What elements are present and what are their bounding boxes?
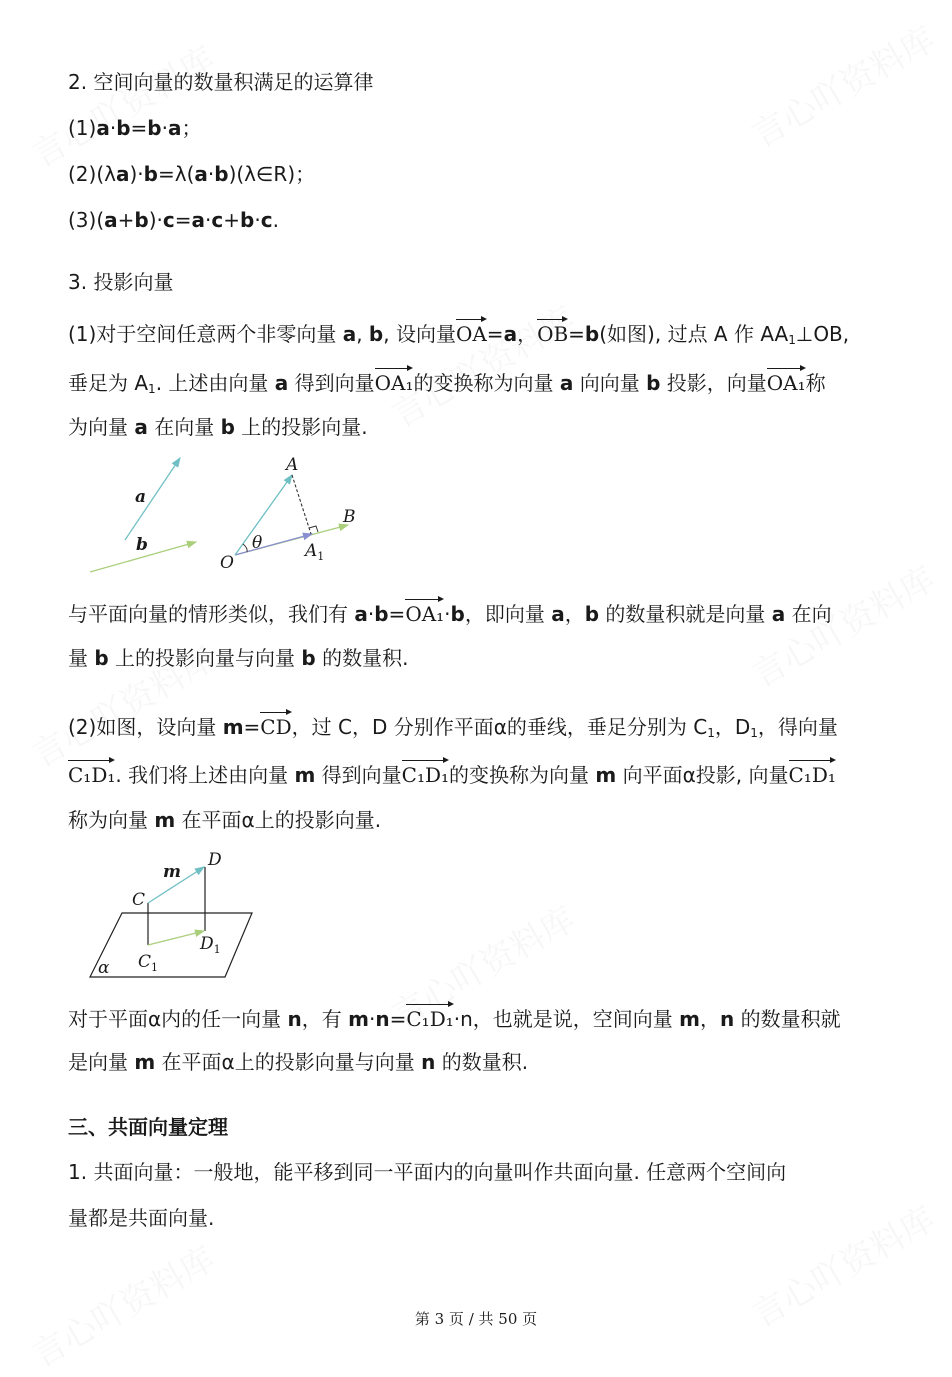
text-run: · (161, 116, 168, 140)
text-run: 称为向量 (68, 808, 155, 832)
label-b: b (136, 535, 148, 555)
bold-symbol: a (115, 162, 130, 186)
bold-symbol: a (134, 415, 148, 439)
text-run: = (388, 602, 406, 626)
bold-symbol: a (96, 116, 110, 140)
text-run: 的数量积. (435, 1050, 529, 1074)
bold-symbol: a (167, 116, 182, 140)
subscript: 1 (707, 726, 715, 740)
bold-symbol: a (194, 162, 208, 186)
perpendicular-dashed (292, 475, 311, 534)
vector-notation: CD (260, 711, 291, 741)
label-m: m (163, 862, 181, 882)
text-run: + (117, 208, 135, 232)
text-run: 的数量积. (315, 646, 409, 670)
text-run: 在向量 (147, 415, 221, 439)
paragraph-line (68, 598, 832, 628)
vector-OA-arrow (235, 475, 292, 555)
bold-symbol: b (94, 646, 109, 670)
text-run: = (486, 322, 504, 346)
bold-symbol: m (294, 763, 316, 787)
bold-symbol: b (450, 602, 465, 626)
law-distributive (68, 206, 279, 234)
label-C: C (132, 890, 146, 910)
paragraph-line (68, 806, 381, 834)
plane-projection-figure (80, 845, 270, 985)
text-run: . 上述由向量 (155, 371, 275, 395)
text-run: 得到向量 (288, 371, 375, 395)
plane-alpha (90, 913, 252, 977)
bold-symbol: a (274, 371, 289, 395)
text-run: ； (181, 116, 202, 140)
text-run: · (109, 116, 117, 140)
bold-symbol: b (214, 162, 229, 186)
text-run: 上的投影向量与向量 (108, 646, 302, 670)
text-run: 量都是共面向量. (68, 1206, 215, 1230)
bold-symbol: m (679, 1007, 700, 1031)
bold-symbol: b (301, 646, 316, 670)
text-run: , (356, 322, 369, 346)
label-D1: $D_1$ (200, 934, 221, 956)
text-run: = (568, 322, 585, 346)
bold-symbol: a (771, 602, 786, 626)
bold-symbol: b (116, 116, 131, 140)
text-run: 称 (805, 371, 826, 395)
text-run: · (205, 208, 212, 232)
text-run: . 我们将上述由向量 (115, 763, 295, 787)
vector-notation: OA₁ (767, 367, 806, 397)
paragraph-line (68, 413, 368, 441)
text-run: 为向量 (68, 415, 135, 439)
bold-symbol: n (719, 1007, 735, 1031)
vector-notation: OA₁ (405, 598, 444, 628)
bold-symbol: a (503, 322, 518, 346)
projection-figure (80, 450, 380, 585)
bold-symbol: a (104, 208, 118, 232)
vector-notation: OA₁ (375, 367, 414, 397)
text-run: 投影，向量 (660, 371, 767, 395)
text-run: ， (699, 1007, 720, 1031)
paragraph-line (68, 367, 826, 403)
text-run: 2. 空间向量的数量积满足的运算律 (68, 70, 374, 94)
text-run: ⊥OB, (795, 322, 850, 346)
bold-symbol: n (375, 1007, 390, 1031)
vector-notation: C₁D₁ (68, 759, 115, 789)
label-B: B (343, 507, 356, 527)
label-C1: $C_1$ (138, 952, 159, 974)
bold-symbol: c (211, 208, 224, 232)
label-D: D (208, 850, 222, 870)
paragraph-line (68, 318, 849, 354)
paragraph-line (68, 1003, 841, 1033)
subscript: 1 (788, 333, 796, 347)
section-heading-projection (68, 268, 173, 296)
text-run: ，有 (301, 1007, 349, 1031)
bold-symbol: m (154, 808, 176, 832)
bold-symbol: b (147, 116, 162, 140)
page-number-footer: 第 3 页 / 共 50 页 (414, 1310, 538, 1328)
text-run: (1)对于空间任意两个非零向量 (68, 322, 343, 346)
label-O: O (220, 553, 234, 573)
label-A: A (286, 455, 299, 475)
subscript: 1 (148, 382, 156, 396)
bold-symbol: b (220, 415, 235, 439)
bold-symbol: a (559, 371, 574, 395)
bold-symbol: b (134, 208, 149, 232)
vector-notation: C₁D₁ (406, 1003, 453, 1033)
paragraph-line (68, 644, 408, 672)
text-run: ，过 C，D 分别作平面α的垂线，垂足分别为 C (291, 715, 708, 739)
text-run: ， (517, 322, 538, 346)
text-run: = (174, 208, 192, 232)
vector-notation: OA (456, 318, 487, 348)
text-run: )· (129, 162, 144, 186)
text-run: 向向量 (573, 371, 647, 395)
bold-symbol: 三、共面向量定理 (68, 1115, 228, 1139)
text-run: ， (564, 602, 585, 626)
text-run: 垂足为 A (68, 371, 149, 395)
bold-symbol: b (368, 322, 384, 346)
bold-symbol: c (260, 208, 273, 232)
vector-a-arrow (125, 458, 180, 540)
text-run: · (444, 602, 451, 626)
bold-symbol: a (354, 602, 368, 626)
angle-arc (243, 544, 247, 552)
label-theta: θ (252, 533, 263, 553)
text-run: · (207, 162, 215, 186)
text-run: 上的投影向量. (234, 415, 368, 439)
text-run: = (130, 116, 148, 140)
vector-notation: C₁D₁ (402, 759, 449, 789)
vector-notation: OB (537, 318, 568, 348)
text-run: 是向量 (68, 1050, 135, 1074)
bold-symbol: n (421, 1050, 436, 1074)
bold-symbol: c (162, 208, 175, 232)
bold-symbol: m (134, 1050, 156, 1074)
law-scalar (68, 160, 315, 188)
label-A1: $A_1$ (305, 541, 325, 563)
text-run: ·n，也就是说，空间向量 (453, 1007, 680, 1031)
bold-symbol: b (240, 208, 255, 232)
right-angle-mark (309, 526, 318, 532)
paragraph-line (68, 711, 838, 747)
bold-symbol: a (342, 322, 357, 346)
text-run: 1. 共面向量：一般地，能平移到同一平面内的向量叫作共面向量. 任意两个空间向 (68, 1160, 787, 1184)
paragraph-line (68, 1048, 528, 1076)
text-run: 的变换称为向量 (413, 371, 560, 395)
paragraph-line (68, 1158, 786, 1186)
text-run: )· (148, 208, 163, 232)
label-alpha: α (98, 958, 110, 978)
text-run: · (369, 1007, 376, 1031)
bold-symbol: b (143, 162, 158, 186)
text-run: 向平面α投影, 向量 (616, 763, 789, 787)
bold-symbol: m (595, 763, 617, 787)
text-run: 与平面向量的情形类似，我们有 (68, 602, 355, 626)
bold-symbol: b (584, 322, 600, 346)
text-run: 在平面α上的投影向量与向量 (155, 1050, 422, 1074)
text-run: (3)( (68, 208, 105, 232)
text-run: 3. 投影向量 (68, 270, 174, 294)
law-commutative (68, 114, 201, 142)
text-run: (2)(λ (68, 162, 116, 186)
bold-symbol: a (551, 602, 565, 626)
text-run: 对于平面α内的任一向量 (68, 1007, 288, 1031)
text-run: + (223, 208, 241, 232)
bold-symbol: b (584, 602, 600, 626)
text-run: ，得向量 (757, 715, 838, 739)
text-run: · (254, 208, 261, 232)
paragraph-line (68, 1204, 214, 1232)
bold-symbol: m (222, 715, 244, 739)
text-run: , 设向量 (383, 322, 456, 346)
text-run: 量 (68, 646, 95, 670)
vector-C1D1-arrow (148, 931, 204, 945)
text-run: (如图), 过点 A 作 AA (599, 322, 789, 346)
text-run: = (389, 1007, 407, 1031)
text-run: ，D (714, 715, 751, 739)
text-run: = (243, 715, 261, 739)
subscript: 1 (750, 726, 758, 740)
bold-symbol: b (646, 371, 661, 395)
vector-notation: C₁D₁ (789, 759, 836, 789)
text-run: . (272, 208, 279, 232)
label-a: a (135, 487, 147, 507)
text-run: (1) (68, 116, 97, 140)
bold-symbol: m (348, 1007, 369, 1031)
bold-symbol: a (191, 208, 206, 232)
paragraph-line (68, 759, 836, 789)
bold-symbol: b (374, 602, 389, 626)
text-run: 得到向量 (315, 763, 402, 787)
text-run: 的变换称为向量 (449, 763, 596, 787)
text-run: 在平面α上的投影向量. (175, 808, 382, 832)
text-run: ，即向量 (464, 602, 552, 626)
text-run: =λ( (157, 162, 195, 186)
section-heading-coplanar (68, 1113, 228, 1141)
section-heading-dot-product-laws (68, 68, 373, 96)
text-run: · (367, 602, 375, 626)
text-run: (2)如图，设向量 (68, 715, 223, 739)
text-run: 的数量积就是向量 (599, 602, 772, 626)
text-run: 在向 (785, 602, 832, 626)
bold-symbol: n (287, 1007, 302, 1031)
text-run: 的数量积就 (734, 1007, 841, 1031)
text-run: )(λ∈R)； (228, 162, 316, 186)
